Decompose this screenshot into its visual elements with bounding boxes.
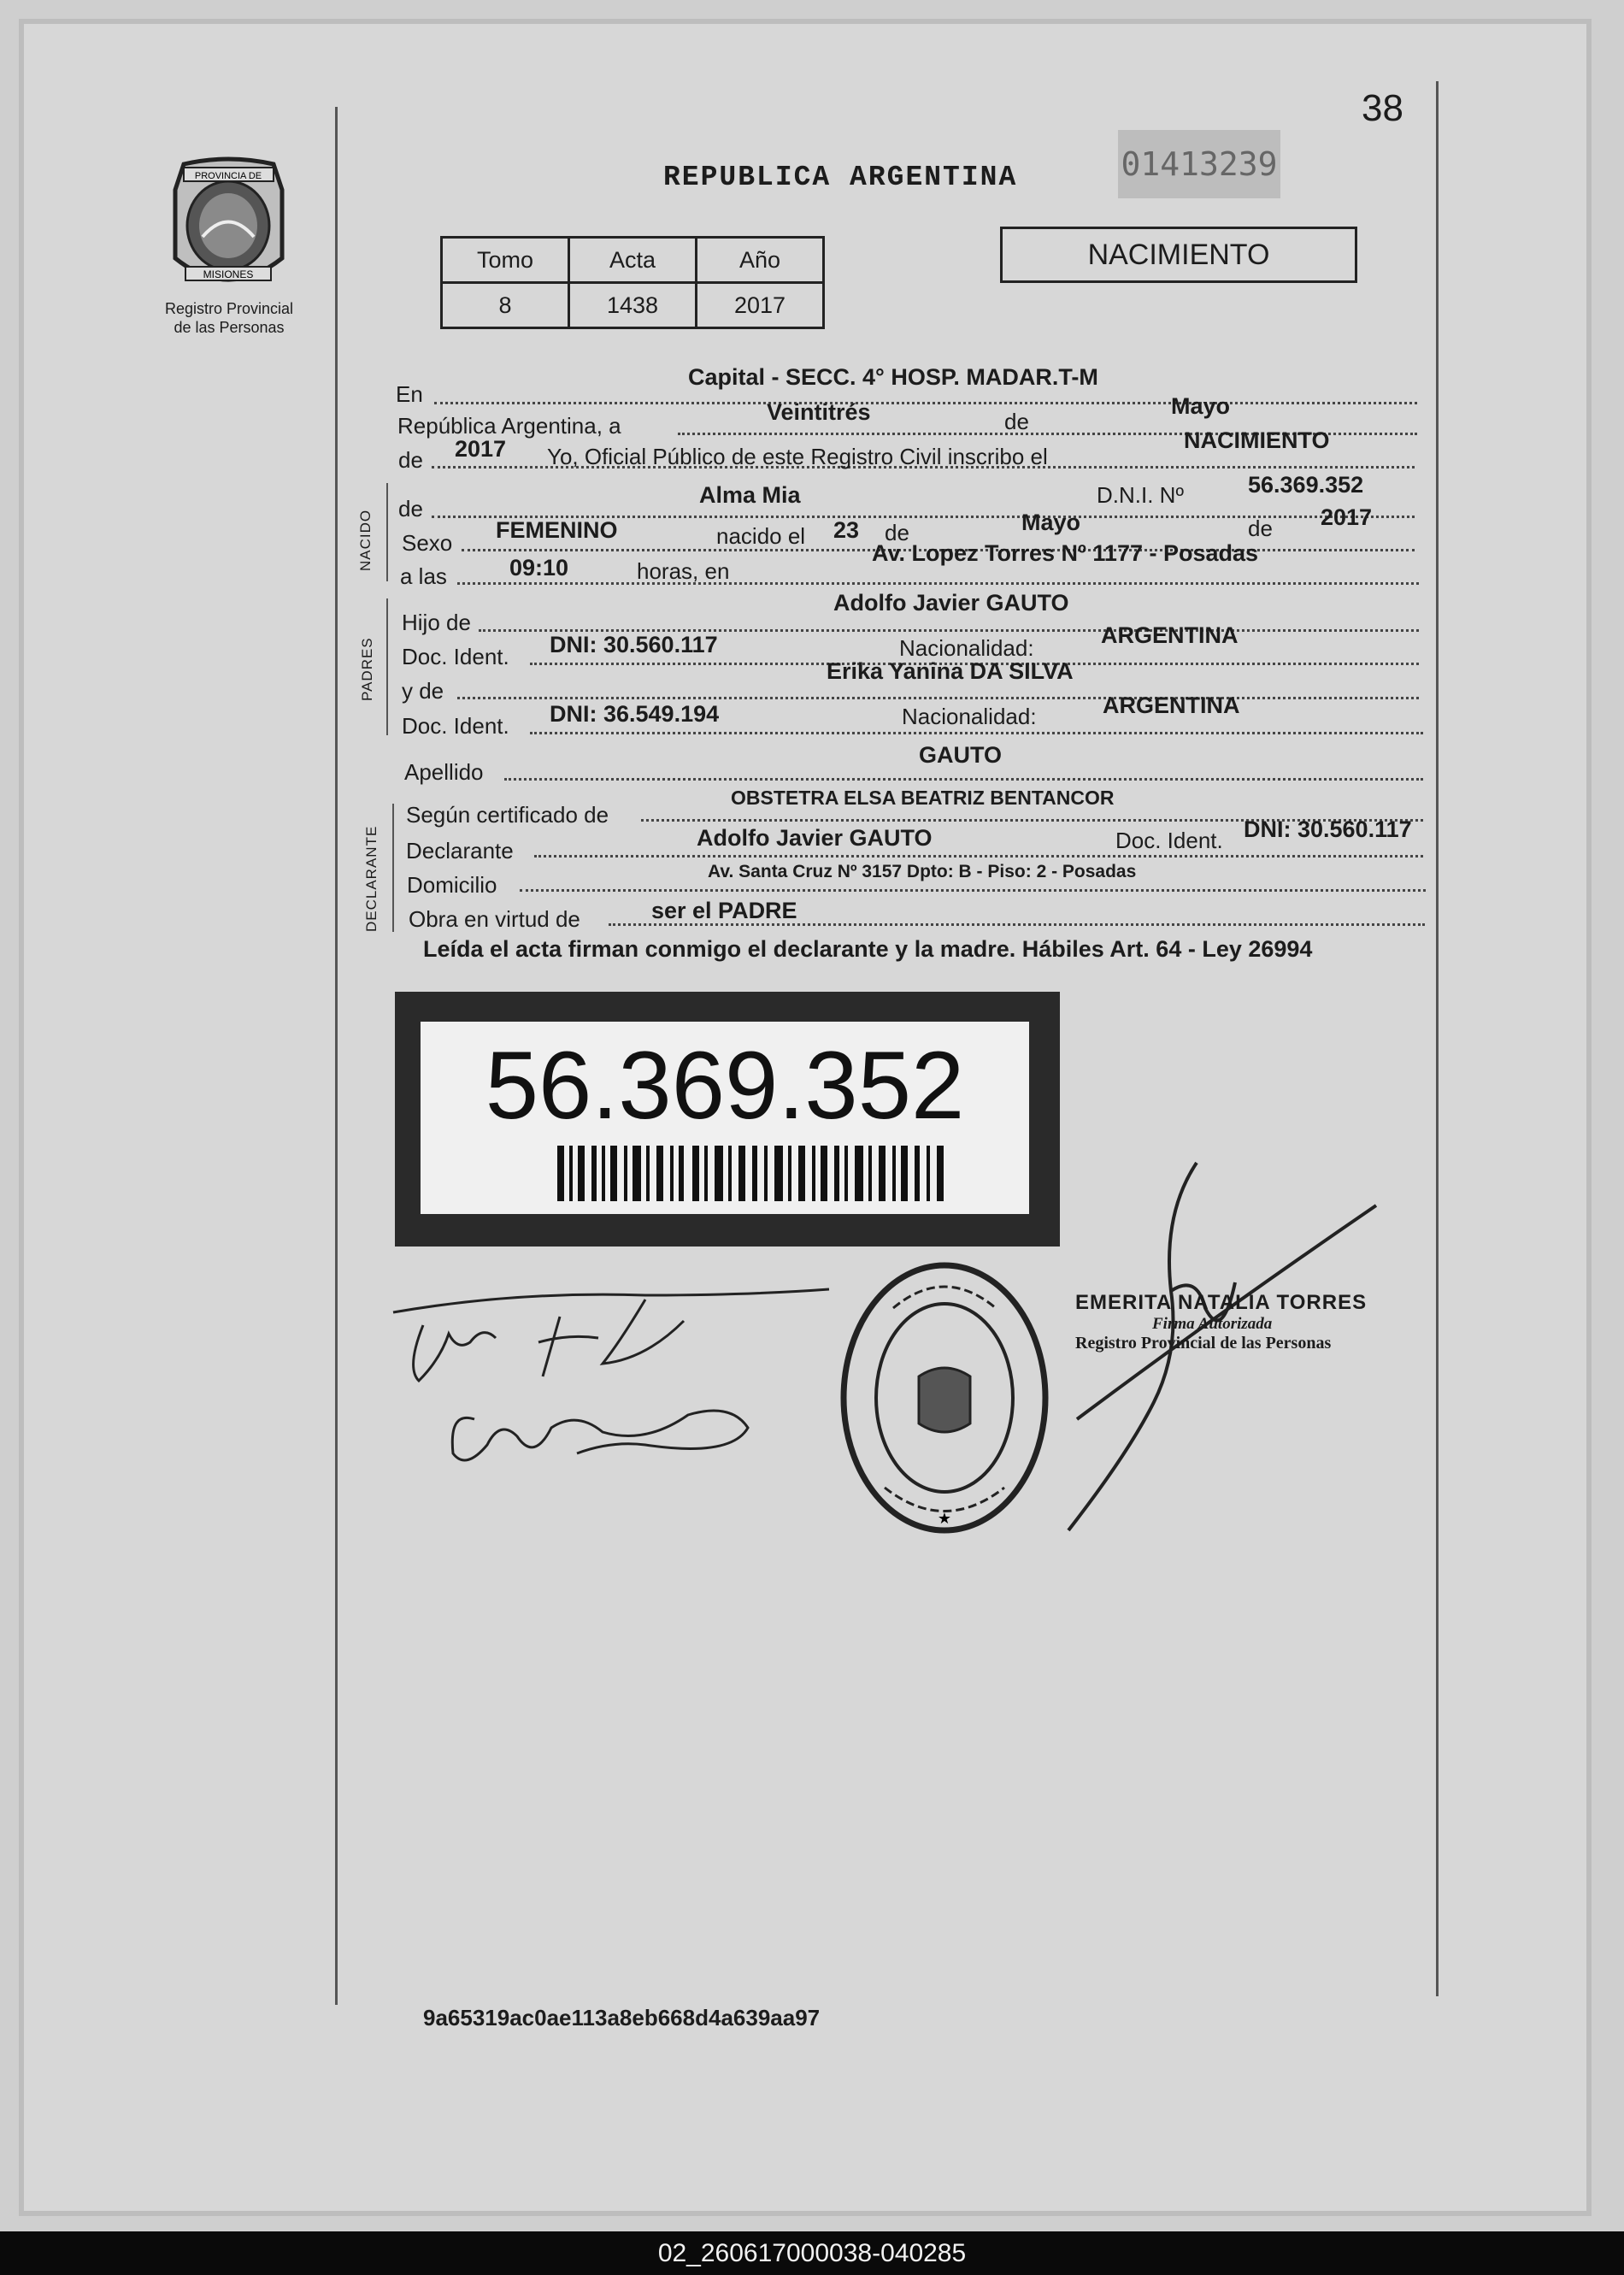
logo-caption-line2: de las Personas <box>174 319 285 336</box>
signature-block <box>1075 1291 1417 1353</box>
en-label: En <box>396 381 423 407</box>
document-type-box: NACIMIENTO <box>1000 227 1357 283</box>
closing-statement: Leída el acta firman conmigo el declarante y la madre. Hábiles Art. 64 - Ley 26994 <box>423 936 1313 962</box>
dotted-line <box>434 402 1417 404</box>
dni-barcode-label <box>395 992 1060 1247</box>
mother-doc-value: DNI: 36.549.194 <box>550 701 720 727</box>
doc-ident-label: Doc. Ident. <box>402 644 509 669</box>
y-de-label: y de <box>402 678 444 704</box>
section-bracket <box>392 804 394 932</box>
obra-value: ser el PADRE <box>651 898 797 923</box>
hijo-de-label: Hijo de <box>402 610 471 635</box>
place-value: Capital - SECC. 4° HOSP. MADAR.T-M <box>688 364 1098 390</box>
birth-month-value: Mayo <box>1021 510 1081 535</box>
dotted-line <box>457 582 1419 585</box>
republica-label: República Argentina, a <box>397 413 621 439</box>
declarante-label: Declarante <box>406 838 514 863</box>
sexo-label: Sexo <box>402 530 453 556</box>
logo-caption <box>144 299 315 337</box>
value-anio: 2017 <box>697 283 824 328</box>
apellido-label: Apellido <box>404 759 484 785</box>
doc-ident-label: Doc. Ident. <box>402 713 509 739</box>
certificate-value: OBSTETRA ELSA BEATRIZ BENTANCOR <box>731 787 1115 809</box>
declarant-name-value: Adolfo Javier GAUTO <box>697 825 933 851</box>
svg-text:★: ★ <box>937 1510 952 1527</box>
dotted-line <box>534 855 1423 858</box>
record-table-value-row <box>442 283 824 328</box>
section-bracket <box>386 598 388 735</box>
header-anio: Año <box>697 238 824 283</box>
province-seal-logo <box>167 156 291 292</box>
handwritten-signatures <box>389 1274 833 1496</box>
inscribe-value: NACIMIENTO <box>1184 427 1330 453</box>
dni-label: D.N.I. Nº <box>1097 482 1184 508</box>
de-label: de <box>1248 516 1273 541</box>
nacionalidad-label: Nacionalidad: <box>902 704 1037 729</box>
nacionalidad-label: Nacionalidad: <box>899 635 1034 661</box>
signatory-name: EMERITA NATALIA TORRES <box>1075 1291 1368 1314</box>
barcode-bars <box>557 1146 950 1201</box>
record-table-header-row <box>442 238 824 283</box>
right-margin-line <box>1436 81 1439 1996</box>
value-tomo: 8 <box>442 283 569 328</box>
logo-caption-line1: Registro Provincial <box>164 300 294 317</box>
certificado-label: Según certificado de <box>406 802 609 828</box>
child-name-value: Alma Mia <box>699 482 801 508</box>
dotted-line <box>530 732 1423 734</box>
signatory-role: Firma Autorizada <box>1152 1315 1273 1333</box>
surname-value: GAUTO <box>919 742 1003 768</box>
padres-section-label: PADRES <box>359 637 375 701</box>
mother-name-value: Erika Yanina DA SILVA <box>827 658 1074 684</box>
birth-time-value: 09:10 <box>509 555 569 581</box>
serial-number: 01413239 <box>1118 130 1280 198</box>
de-label: de <box>398 496 423 522</box>
registry-stamp <box>833 1248 1056 1547</box>
mother-nationality-value: ARGENTINA <box>1103 693 1240 718</box>
sex-value: FEMENINO <box>496 517 618 543</box>
section-bracket <box>386 483 388 581</box>
value-acta: 1438 <box>569 283 697 328</box>
declarant-doc-value: DNI: 30.560.117 <box>1244 816 1412 842</box>
address-value: Av. Santa Cruz Nº 3157 Dpto: B - Piso: 2 - Posadas <box>708 862 1137 881</box>
doc-ident-label: Doc. Ident. <box>1115 828 1223 853</box>
nacido-section-label: NACIDO <box>357 509 374 571</box>
svg-text:MISIONES: MISIONES <box>203 268 254 280</box>
father-doc-value: DNI: 30.560.117 <box>550 632 718 657</box>
de-label: de <box>1004 409 1029 434</box>
svg-text:PROVINCIA DE: PROVINCIA DE <box>194 171 262 181</box>
father-name-value: Adolfo Javier GAUTO <box>833 590 1069 616</box>
header-acta: Acta <box>569 238 697 283</box>
day-words-value: Veintitrés <box>767 399 871 425</box>
header-tomo: Tomo <box>442 238 569 283</box>
barcode-number: 56.369.352 <box>485 1032 965 1139</box>
year-value: 2017 <box>455 436 507 462</box>
birth-place-value: Av. Lopez Torres Nº 1177 - Posadas <box>872 540 1259 566</box>
official-label: Yo, Oficial Público de este Registro Civil inscribo el <box>547 444 1048 469</box>
father-nationality-value: ARGENTINA <box>1101 622 1239 648</box>
signatory-org: Registro Provincial de las Personas <box>1075 1334 1332 1353</box>
nacido-el-label: nacido el <box>716 523 806 549</box>
declarante-section-label: DECLARANTE <box>363 825 380 932</box>
document-title: REPUBLICA ARGENTINA <box>663 162 1018 193</box>
left-margin-line <box>335 107 338 2005</box>
barcode-white-panel <box>421 1022 1029 1214</box>
page-number: 38 <box>1362 87 1403 129</box>
document-hash: 9a65319ac0ae113a8eb668d4a639aa97 <box>423 2005 821 2030</box>
horas-label: horas, en <box>637 558 730 584</box>
domicilio-label: Domicilio <box>407 872 497 898</box>
footer-filename: 02_260617000038-040285 <box>657 2239 967 2267</box>
birth-year-value: 2017 <box>1321 504 1373 530</box>
record-table <box>440 236 825 329</box>
de-label: de <box>398 447 423 473</box>
birth-day-value: 23 <box>833 517 860 543</box>
obra-label: Obra en virtud de <box>409 906 580 932</box>
dotted-line <box>520 889 1426 892</box>
de-label: de <box>885 520 909 545</box>
month-value: Mayo <box>1171 393 1231 419</box>
a-las-label: a las <box>400 563 447 589</box>
child-dni-value: 56.369.352 <box>1248 472 1364 498</box>
dotted-line <box>457 697 1419 699</box>
dotted-line <box>504 778 1423 781</box>
